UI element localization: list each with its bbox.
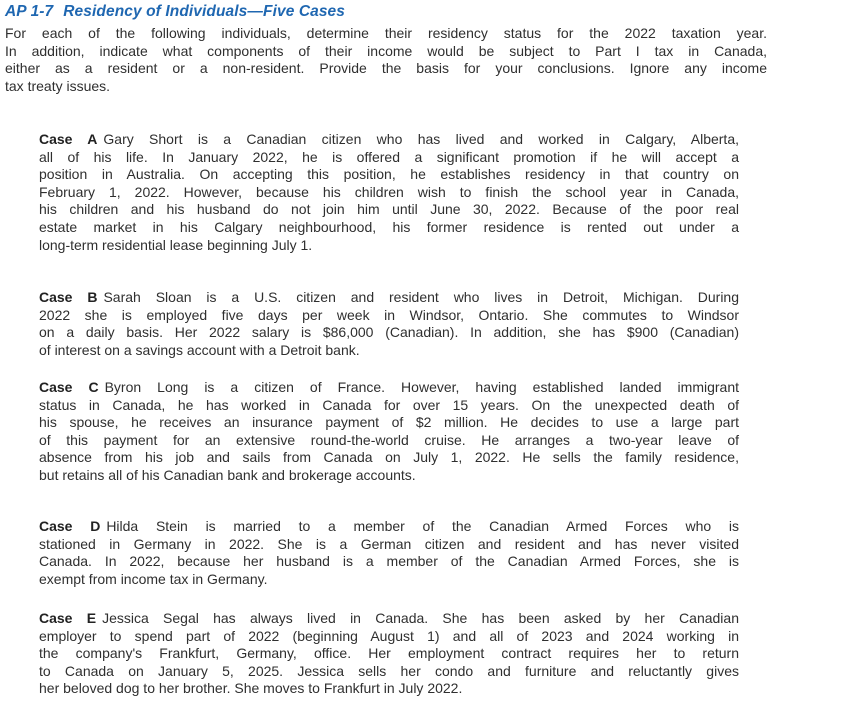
case-text: Byron Long is a citizen of France. However, having established landed immigrant <box>104 379 740 395</box>
instructions-line: tax treaty issues. <box>5 77 111 94</box>
case-line: Canada. In 2022, because her husband is a member of the Canadian Armed Forces, she is <box>39 553 739 570</box>
case-a <box>39 131 739 254</box>
case-line: exempt from income tax in Germany. <box>39 570 268 587</box>
case-d <box>39 518 739 588</box>
case-line: February 1, 2022. However, because his children wish to finish the school year in Canada, <box>39 183 739 200</box>
case-b <box>39 289 739 359</box>
case-line: of interest on a savings account with a Detroit bank. <box>39 341 360 358</box>
case-label: Case C <box>39 379 99 395</box>
case-line: all of his life. In January 2022, he is offered a significant promotion if he will accept a <box>39 148 739 165</box>
instructions-line: either as a resident or a non-resident. Provide the basis for your conclusions. Ignore any income <box>5 60 767 77</box>
case-text: Jessica Segal has always lived in Canada. She has been asked by her Canadian <box>102 610 739 626</box>
problem-instructions <box>5 25 767 95</box>
case-line <box>39 131 739 149</box>
case-line: but retains all of his Canadian bank and brokerage accounts. <box>39 466 416 483</box>
case-line: of this payment for an extensive round-the-world cruise. He arranges a two-year leave of <box>39 431 739 448</box>
case-line: his children and his husband do not join him until June 30, 2022. Because of the poor real <box>39 201 739 218</box>
case-label: Case B <box>39 289 98 305</box>
case-line: his spouse, he receives an insurance payment of $2 million. He decides to use a large part <box>39 414 739 431</box>
case-line <box>39 518 739 536</box>
problem-title <box>5 3 345 21</box>
instructions-line: For each of the following individuals, determine their residency status for the 2022 taxation year. <box>5 25 767 41</box>
instructions-line: In addition, indicate what components of their income would be subject to Part I tax in Canada, <box>5 42 767 59</box>
case-line: to Canada on January 5, 2025. Jessica sells her condo and furniture and reluctantly gives <box>39 662 739 679</box>
case-line: status in Canada, he has worked in Canada for over 15 years. On the unexpected death of <box>39 396 739 413</box>
case-line: the company's Frankfurt, Germany, office. Her employment contract requires her to return <box>39 645 739 662</box>
case-e <box>39 610 739 698</box>
case-line: long-term residential lease beginning July 1. <box>39 236 313 253</box>
case-line <box>39 610 739 628</box>
case-text: Hilda Stein is married to a member of the Canadian Armed Forces who is <box>106 518 740 534</box>
problem-code: AP 1-7 <box>5 3 54 20</box>
case-line: 2022 she is employed five days per week in Windsor, Ontario. She commutes to Windsor <box>39 306 739 323</box>
case-c <box>39 379 739 485</box>
case-line: employer to spend part of 2022 (beginning August 1) and all of 2023 and 2024 working in <box>39 627 739 644</box>
case-label: Case D <box>39 518 101 534</box>
case-line <box>39 289 739 307</box>
case-line <box>39 379 739 397</box>
case-line: absence from his job and sails from Canada on July 1, 2022. He sells the family residence, <box>39 449 739 466</box>
case-label: Case A <box>39 131 98 147</box>
case-line: on a daily basis. Her 2022 salary is $86,000 (Canadian). In addition, she has $900 (Canadian) <box>39 324 739 341</box>
case-line: position in Australia. On accepting this position, he establishes residency in that country on <box>39 166 739 183</box>
case-line: stationed in Germany in 2022. She is a German citizen and resident and has never visited <box>39 535 739 552</box>
case-label: Case E <box>39 610 97 626</box>
problem-title-text: Residency of Individuals—Five Cases <box>63 3 346 20</box>
case-text: Sarah Sloan is a U.S. citizen and resident who lives in Detroit, Michigan. During <box>103 289 739 305</box>
case-line: estate market in his Calgary neighbourhood, his former residence is rented out under a <box>39 218 739 235</box>
case-line: her beloved dog to her brother. She moves to Frankfurt in July 2022. <box>39 680 463 697</box>
case-text: Gary Short is a Canadian citizen who has lived and worked in Calgary, Alberta, <box>103 131 739 147</box>
